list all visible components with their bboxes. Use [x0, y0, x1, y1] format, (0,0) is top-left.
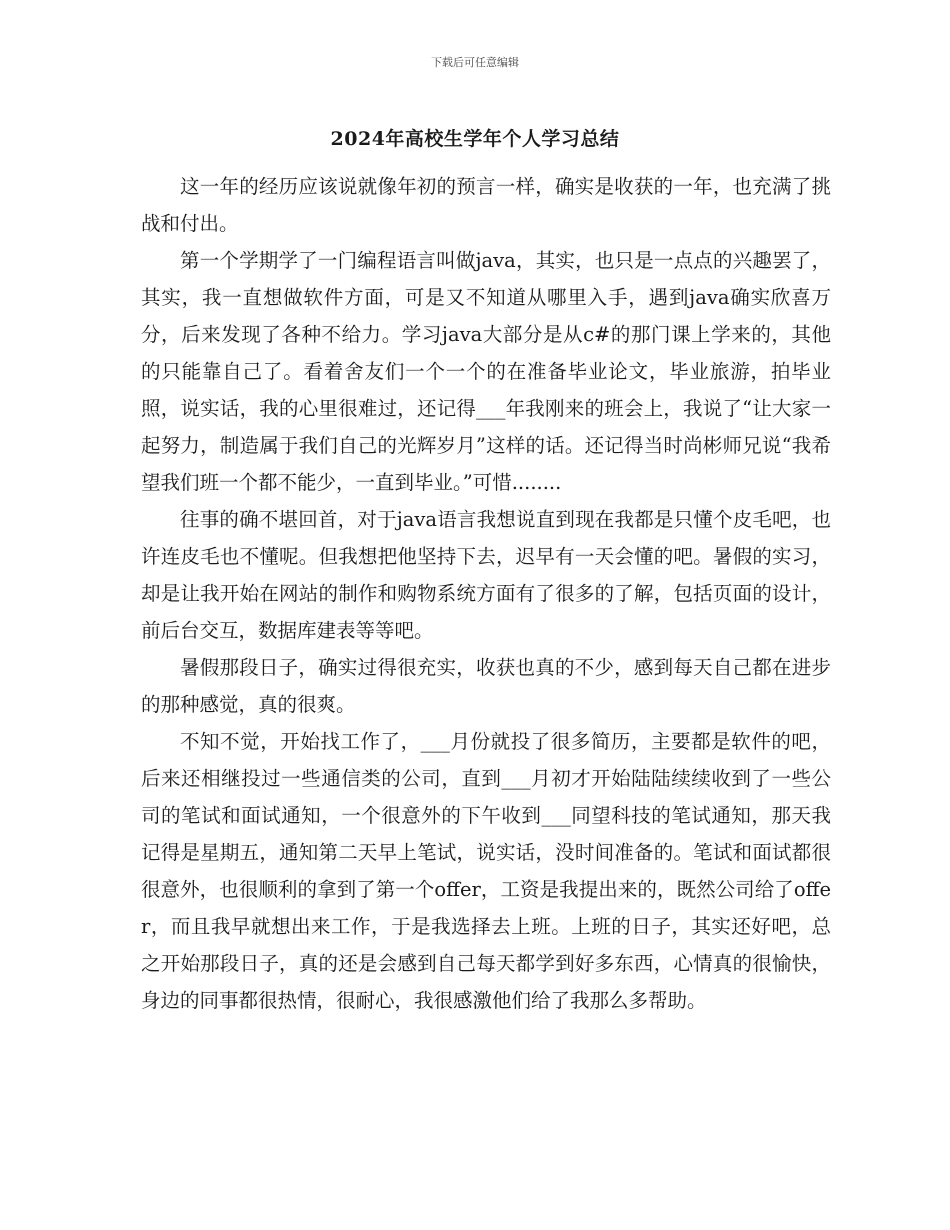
paragraph-1: 这一年的经历应该说就像年初的预言一样，确实是收获的一年，也充满了挑战和付出。	[141, 175, 831, 235]
document-title: 2024年高校生学年个人学习总结	[330, 128, 620, 150]
paragraph-4: 暑假那段日子，确实过得很充实，收获也真的不少，感到每天自己都在进步的那种感觉，真的很爽。	[141, 656, 831, 716]
document-body	[141, 168, 831, 1019]
paragraph-5: 不知不觉，开始找工作了，___月份就投了很多简历，主要都是软件的吧，后来还相继投过一些通信类的公司，直到___月初才开始陆陆续续收到了一些公司的笔试和面试通知，一个很意外的下午收到___同望科技的笔试通知，那天我记得是星期五，通知第二天早上笔试，说实话，没时间准备的。笔试和面试都很很意外，也很顺利的拿到了第一个offer，工资是我提出来的，既然公司给了offer，而且我早就想出来工作，于是我选择去上班。上班的日子，其实还好吧，总之开始那段日子，真的还是会感到自己每天都学到好多东西，心情真的很愉快，身边的同事都很热情，很耐心，我很感激他们给了我那么多帮助。	[141, 730, 831, 1012]
paragraph-3: 往事的确不堪回首，对于java语言我想说直到现在我都是只懂个皮毛吧，也许连皮毛也不懂呢。但我想把他坚持下去，迟早有一天会懂的吧。暑假的实习，却是让我开始在网站的制作和购物系统方面有了很多的了解，包括页面的设计，前后台交互，数据库建表等等吧。	[141, 508, 831, 642]
paragraph-2: 第一个学期学了一门编程语言叫做java，其实，也只是一点点的兴趣罢了，其实，我一直想做软件方面，可是又不知道从哪里入手，遇到java确实欣喜万分，后来发现了各种不给力。学习java大部分是从c#的那门课上学来的，其他的只能靠自己了。看着舍友们一个一个的在准备毕业论文，毕业旅游，拍毕业照，说实话，我的心里很难过，还记得___年我刚来的班会上，我说了“让大家一起努力，制造属于我们自己的光辉岁月”这样的话。还记得当时尚彬师兄说“我希望我们班一个都不能少，一直到毕业。”可惜........	[141, 249, 831, 494]
header-note: 下载后可任意编辑	[431, 56, 519, 69]
